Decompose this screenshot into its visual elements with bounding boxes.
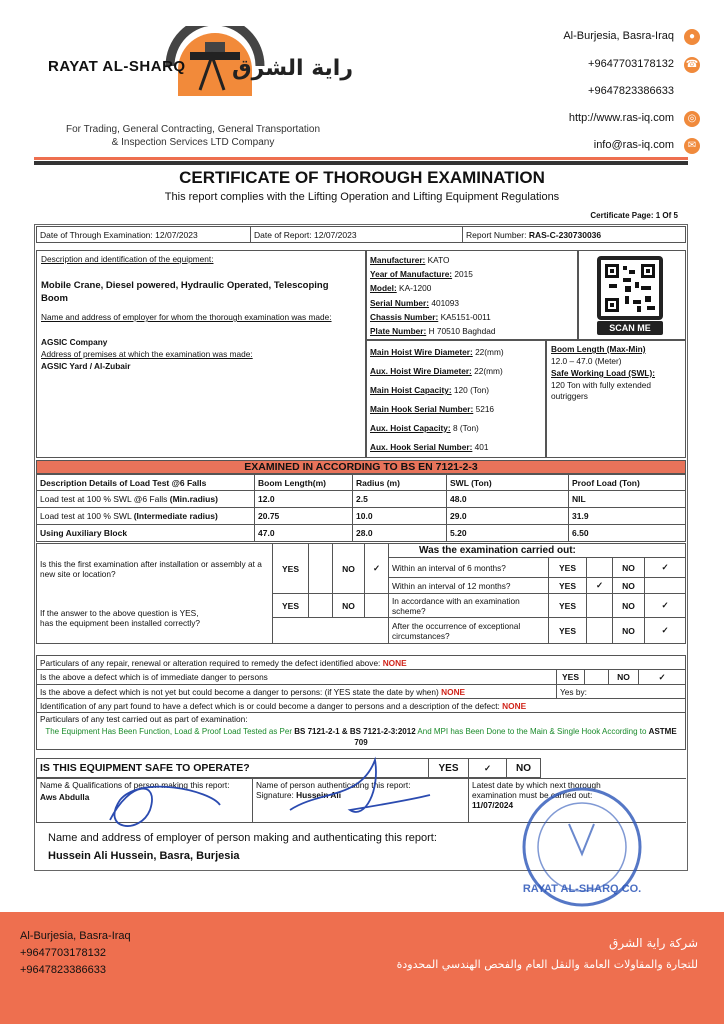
scheme-no-check[interactable]: ✓	[645, 594, 686, 618]
scheme-label: In accordance with an examination scheme?	[389, 594, 549, 618]
maker-label: Name & Qualifications of person making this report:	[40, 780, 230, 790]
load-test-desc-b: (Min.radius)	[169, 494, 218, 504]
employer-signature-label: Name and address of employer of person making and authenticating this report:	[48, 832, 437, 844]
hoist-row	[370, 362, 504, 381]
load-test-boom: 20.75	[255, 508, 353, 525]
exam-date-cell	[37, 227, 251, 243]
footer-phone-1: +9647703178132	[20, 947, 106, 959]
employer-signature-value: Hussein Ali Hussein, Basra, Burjesia	[48, 850, 240, 862]
hoist-label: Main Hoist Wire Diameter:	[370, 347, 473, 357]
load-test-desc	[37, 491, 255, 508]
q2-empty	[273, 618, 389, 644]
future-danger-value: NONE	[441, 686, 466, 697]
report-number-label: Report Number:	[466, 229, 527, 240]
spec-value: KA5151-0011	[440, 311, 491, 322]
stamp-text: RAYAT AL-SHARQ CO.	[522, 883, 642, 895]
immediate-yes: YES	[557, 670, 585, 685]
q2-yes-box[interactable]	[309, 594, 333, 618]
immediate-yes-box[interactable]	[585, 670, 609, 685]
spec-row	[370, 324, 495, 338]
hoist-value: 5216	[475, 404, 495, 414]
auth-signature-label: Signature:	[256, 790, 294, 800]
safe-no: NO	[507, 759, 541, 778]
phone-icon: ☎	[684, 57, 700, 73]
spec-value: 2015	[454, 269, 473, 280]
hoist-value: 120 (Ton)	[453, 385, 489, 395]
swl-value: 120 Ton with fully extended outriggers	[551, 380, 651, 401]
q2-no: NO	[333, 594, 365, 618]
load-test-header-radius: Radius (m)	[353, 475, 447, 491]
qr-block	[578, 250, 686, 340]
load-test-radius: 2.5	[353, 491, 447, 508]
qr-code[interactable]	[597, 256, 663, 320]
safe-yes-check[interactable]: ✓	[469, 759, 507, 778]
repair-label: Particulars of any repair, renewal or alteration required to remedy the defect identified above:	[40, 657, 381, 668]
question-first-exam: Is this the first examination after installation or assembly at a new site or location?	[37, 544, 273, 594]
examined-banner: EXAMINED IN ACCORDING TO BS EN 7121-2-3	[36, 460, 686, 474]
spec-label: Serial Number:	[370, 297, 430, 308]
hoist-label: Main Hoist Capacity:	[370, 385, 452, 395]
interval-12-no: NO	[613, 578, 645, 594]
table-row	[37, 508, 686, 525]
scheme-yes-box[interactable]	[587, 594, 613, 618]
specs-block	[366, 250, 578, 340]
spec-row	[370, 267, 495, 281]
future-danger-label: Is the above a defect which is not yet but could become a danger to persons: (if YES state the date by when)	[40, 686, 439, 697]
interval-6-no: NO	[613, 558, 645, 578]
location-icon: ●	[684, 29, 700, 45]
repair-row	[37, 656, 686, 670]
repair-value: NONE	[382, 657, 407, 668]
load-test-header-proof: Proof Load (Ton)	[569, 475, 686, 491]
load-test-swl: 48.0	[447, 491, 569, 508]
q2-line-1: If the answer to the above question is YES,	[40, 608, 199, 619]
dates-row	[36, 226, 686, 243]
auth-label: Name of person authenticating this report:	[256, 780, 411, 790]
company-subtitle-2: & Inspection Services LTD Company	[111, 137, 275, 148]
maker-value: Aws Abdulla	[40, 792, 90, 802]
header-divider	[34, 161, 688, 165]
hoist-label: Aux. Hook Serial Number:	[370, 442, 473, 452]
hoist-value: 22(mm)	[474, 366, 503, 376]
spec-label: Chassis Number:	[370, 311, 439, 322]
interval-12-no-box[interactable]	[645, 578, 686, 594]
spec-row	[370, 296, 495, 310]
q2-line-2: has the equipment been installed correctly?	[40, 618, 201, 629]
spec-value: KATO	[427, 255, 450, 265]
identification-label: Identification of any part found to have a defect which is or could become a danger to persons and a description of the defect:	[40, 700, 500, 711]
load-test-swl: 5.20	[447, 525, 569, 542]
swl-label: Safe Working Load (SWL):	[551, 368, 656, 378]
interval-12-yes-check[interactable]: ✓	[587, 578, 613, 594]
load-test-proof: 6.50	[569, 525, 686, 542]
spec-value: 401093	[431, 297, 460, 308]
spec-row	[370, 281, 495, 295]
load-test-radius: 10.0	[353, 508, 447, 525]
exceptional-yes: YES	[549, 618, 587, 644]
load-test-desc-a: Load test at 100 % SWL	[40, 511, 134, 521]
immediate-label: Is the above a defect which is of immediate danger to persons	[37, 670, 557, 685]
hoist-block	[366, 340, 546, 458]
hoist-label: Main Hook Serial Number:	[370, 404, 474, 414]
company-name-ar: راية الشرق	[232, 56, 354, 81]
future-danger-row	[37, 685, 557, 699]
hoist-row	[370, 381, 504, 400]
load-test-header-desc: Description Details of Load Test @6 Falls	[37, 475, 255, 491]
spec-label: Year of Manufacture:	[370, 269, 453, 280]
globe-icon: ◎	[684, 111, 700, 127]
certificate-subtitle: This report complies with the Lifting Operation and Lifting Equipment Regulations	[164, 191, 560, 203]
interval-6-label: Within an interval of 6 months?	[389, 558, 549, 578]
certificate-page: Certificate Page: 1 Of 5	[590, 211, 678, 220]
hoist-row	[370, 438, 504, 457]
scheme-no: NO	[613, 594, 645, 618]
identification-row	[37, 699, 686, 713]
employer-value: AGSIC Company	[41, 337, 108, 347]
load-test-desc-a: Load test at 100 % SWL @6 Falls	[40, 494, 170, 504]
tests-description	[40, 726, 682, 748]
particulars-table	[36, 655, 686, 750]
next-exam-label: Latest date by which next thorough examination must be carried out:	[472, 780, 601, 800]
exam-date-label: Date of Through Examination:	[40, 229, 153, 240]
hoist-row	[370, 343, 504, 362]
load-test-radius: 28.0	[353, 525, 447, 542]
load-test-desc	[37, 525, 255, 542]
header-accent-line	[34, 157, 688, 160]
boom-block	[546, 340, 686, 458]
spec-row	[370, 253, 495, 267]
tests-text-a: The Equipment Has Been Function, Load & Proof Load Tested as Per	[45, 727, 295, 736]
load-test-boom: 12.0	[255, 491, 353, 508]
auth-signature-scribble	[280, 750, 440, 830]
spec-row	[370, 310, 495, 324]
interval-6-yes-box[interactable]	[587, 558, 613, 578]
was-carried-out-heading: Was the examination carried out:	[389, 544, 686, 558]
exceptional-yes-box[interactable]	[587, 618, 613, 644]
load-test-proof: NIL	[569, 491, 686, 508]
company-stamp	[514, 784, 650, 910]
safe-no-box	[541, 759, 687, 778]
yes-by-label: Yes by:	[557, 685, 686, 699]
safe-yes: YES	[429, 759, 469, 778]
auth-value: Hussein Ali	[296, 790, 342, 800]
header-email: info@ras-iq.com	[593, 139, 674, 151]
tests-standard-2: ASTME 709	[354, 727, 677, 747]
hoist-label: Aux. Hoist Capacity:	[370, 423, 451, 433]
q1-no: NO	[333, 544, 365, 594]
scan-me-label: SCAN ME	[597, 321, 663, 335]
interval-6-no-check[interactable]: ✓	[645, 558, 686, 578]
hoist-value: 8 (Ton)	[453, 423, 479, 433]
exceptional-no: NO	[613, 618, 645, 644]
company-name-en: RAYAT AL-SHARQ	[48, 58, 186, 75]
tests-standard-1: BS 7121-2-1 & BS 7121-2-3:2012	[294, 727, 416, 736]
question-installed-correctly	[37, 594, 273, 644]
footer-address: Al-Burjesia, Basra-Iraq	[20, 930, 131, 942]
interval-6-yes: YES	[549, 558, 587, 578]
table-row	[37, 525, 686, 542]
load-test-table	[36, 474, 686, 542]
load-test-proof: 31.9	[569, 508, 686, 525]
tests-label: Particulars of any test carried out as part of examination:	[40, 714, 248, 724]
email-icon: ✉	[684, 138, 700, 154]
spec-value: H 70510 Baghdad	[428, 326, 496, 337]
immediate-no: NO	[609, 670, 639, 685]
table-row	[37, 491, 686, 508]
hoist-value: 401	[474, 442, 489, 452]
company-subtitle-1: For Trading, General Contracting, General Transportation	[65, 124, 321, 135]
report-date-cell	[251, 227, 463, 243]
hoist-row	[370, 419, 504, 438]
next-exam-value: 11/07/2024	[472, 800, 514, 810]
load-test-swl: 29.0	[447, 508, 569, 525]
equipment-desc-label: Description and identification of the equipment:	[41, 254, 214, 264]
header-address: Al-Burjesia, Basra-Iraq	[563, 30, 674, 42]
boom-length-label: Boom Length (Max-Min)	[551, 344, 646, 354]
hoist-value: 22(mm)	[475, 347, 504, 357]
load-test-header-boom: Boom Length(m)	[255, 475, 353, 491]
tests-row	[37, 713, 686, 750]
spec-label: Model:	[370, 283, 397, 294]
immediate-no-check[interactable]: ✓	[639, 670, 686, 685]
spec-label: Plate Number:	[370, 326, 427, 337]
report-number-cell	[463, 227, 686, 243]
report-date-label: Date of Report:	[254, 229, 312, 240]
q1-no-check[interactable]: ✓	[365, 544, 389, 594]
premises-label: Address of premises at which the examination was made:	[41, 349, 253, 359]
report-date-value: 12/07/2023	[314, 229, 357, 240]
report-number-value: RAS-C-230730036	[528, 229, 602, 240]
tests-text-c: And MPI has Been Done to the Main & Single Hook According to	[415, 727, 649, 736]
equipment-block	[36, 250, 366, 458]
q1-yes-box[interactable]	[309, 544, 333, 594]
equipment-desc-value: Mobile Crane, Diesel powered, Hydraulic Operated, Telescoping Boom	[41, 280, 329, 304]
hoist-row	[370, 400, 504, 419]
hoist-label: Aux. Hoist Wire Diameter:	[370, 366, 472, 376]
certificate-title: CERTIFICATE OF THOROUGH EXAMINATION	[179, 168, 545, 187]
load-test-desc-b: (Intermediate radius)	[133, 511, 218, 521]
questions-table	[36, 543, 686, 644]
spec-label: Manufacturer:	[370, 255, 426, 265]
interval-12-yes: YES	[549, 578, 587, 594]
exceptional-no-check[interactable]: ✓	[645, 618, 686, 644]
exceptional-label: After the occurrence of exceptional circumstances?	[389, 618, 549, 644]
safe-question: IS THIS EQUIPMENT SAFE TO OPERATE?	[37, 759, 429, 778]
load-test-desc	[37, 508, 255, 525]
spec-value: KA-1200	[399, 283, 432, 294]
interval-12-label: Within an interval of 12 months?	[389, 578, 549, 594]
scheme-yes: YES	[549, 594, 587, 618]
load-test-desc-a: Using Auxiliary Block	[40, 528, 128, 538]
footer-arabic-name: شركة راية الشرق	[609, 936, 698, 950]
boom-length-value: 12.0 – 47.0 (Meter)	[551, 356, 622, 366]
header-phone-1: +9647703178132	[588, 58, 674, 70]
load-test-boom: 47.0	[255, 525, 353, 542]
identification-value: NONE	[502, 700, 527, 711]
premises-value: AGSIC Yard / Al-Zubair	[41, 361, 131, 371]
q2-no-box[interactable]	[365, 594, 389, 618]
load-test-header-row	[37, 475, 686, 491]
exam-date-value: 12/07/2023	[155, 229, 198, 240]
maker-signature-scribble	[90, 770, 230, 840]
header-website: http://www.ras-iq.com	[568, 112, 674, 124]
employer-label: Name and address of employer for whom the thorough examination was made:	[41, 312, 332, 322]
q1-yes: YES	[273, 544, 309, 594]
load-test-header-swl: SWL (Ton)	[447, 475, 569, 491]
footer-phone-2: +9647823386633	[20, 964, 106, 976]
q2-yes: YES	[273, 594, 309, 618]
footer-arabic-desc: للتجارة والمقاولات العامة والنقل العام والفحص الهندسي المحدودة	[396, 958, 698, 971]
header-phone-2: +9647823386633	[588, 85, 674, 97]
